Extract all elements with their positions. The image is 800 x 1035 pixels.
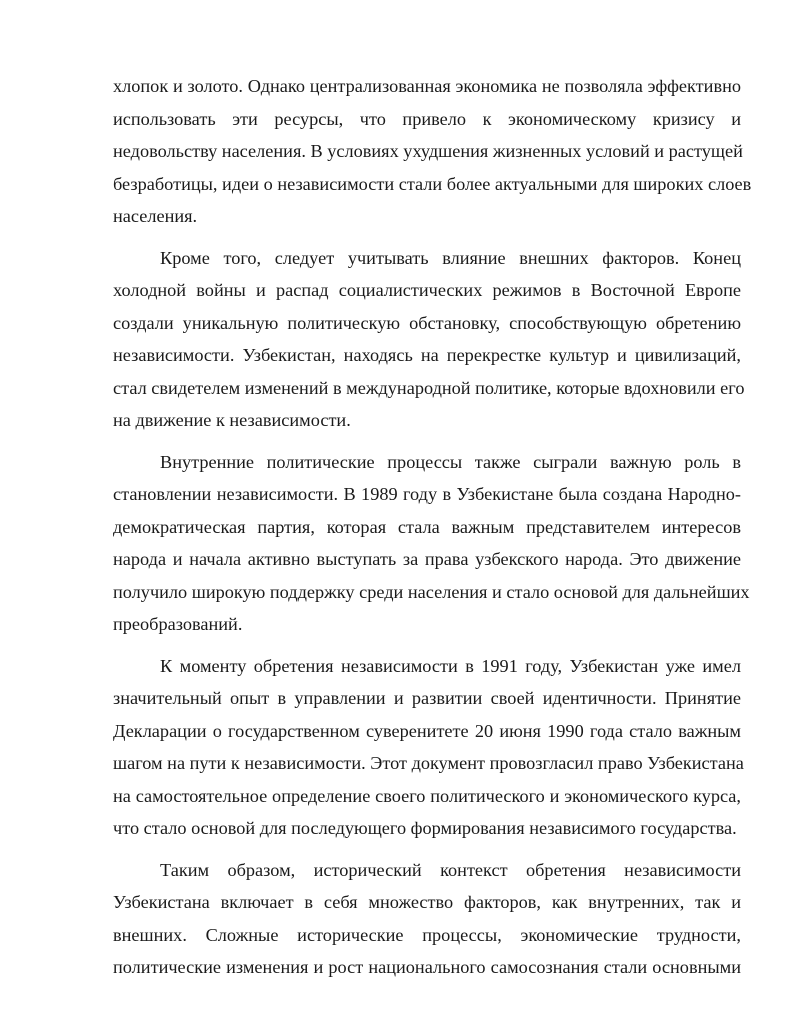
paragraph [113,70,752,233]
text-line: населения. [113,206,198,226]
text-line: создали уникальную политическую обстановку, способствующую обретению [113,312,741,333]
text-line: Узбекистана включает в себя множество факторов, как внутренних, так и [113,892,741,912]
text-line: становлении независимости. В 1989 году в Узбекистане была создана Народно- [113,484,741,504]
text-line: Кроме того, следует учитывать влияние внешних факторов. Конец [160,247,741,268]
paragraph [113,650,744,845]
text-line: Внутренние политические процессы также сыграли важную роль в [160,451,741,472]
text-line: внешних. Сложные исторические процессы, экономические трудности, [113,924,741,945]
text-line: политические изменения и рост национального самосознания стали основными [113,957,741,977]
text-line: получило широкую поддержку среди населения и стало основой для дальнейших [113,581,750,602]
paragraph [113,854,741,984]
text-line: значительный опыт в управлении и развитии своей идентичности. Принятие [113,688,741,708]
text-line: преобразований. [113,614,243,634]
text-line: Таким образом, исторический контекст обретения независимости [160,859,741,880]
text-line: использовать эти ресурсы, что привело к экономическому кризису и [113,108,741,129]
text-line: безработицы, идеи о независимости стали более актуальными для широких слоев [113,173,752,194]
text-line: что стало основой для последующего формирования независимого государства. [113,818,737,838]
text-line: Декларации о государственном суверенитете 20 июня 1990 года стало важным [113,720,741,741]
text-line: холодной войны и распад социалистических режимов в Восточной Европе [113,280,741,300]
text-line: шагом на пути к независимости. Этот документ провозгласил право Узбекистана [113,753,744,773]
text-line: хлопок и золото. Однако централизованная экономика не позволяла эффективно [113,76,741,96]
text-line: на движение к независимости. [113,410,351,430]
text-line: на самостоятельное определение своего политического и экономического курса, [113,785,741,806]
text-line: К моменту обретения независимости в 1991 году, Узбекистан уже имел [160,655,741,676]
text-line: демократическая партия, которая стала важным представителем интересов [113,516,741,537]
paragraph [113,242,745,437]
body-text [113,70,752,993]
text-line: стал свидетелем изменений в международной политике, которые вдохновили его [113,377,745,398]
text-line: независимости. Узбекистан, находясь на перекрестке культур и цивилизаций, [113,345,741,365]
text-line: недовольству населения. В условиях ухудшения жизненных условий и растущей [113,141,743,161]
paragraph [113,446,750,641]
text-line: народа и начала активно выступать за права узбекского народа. Это движение [113,549,741,569]
